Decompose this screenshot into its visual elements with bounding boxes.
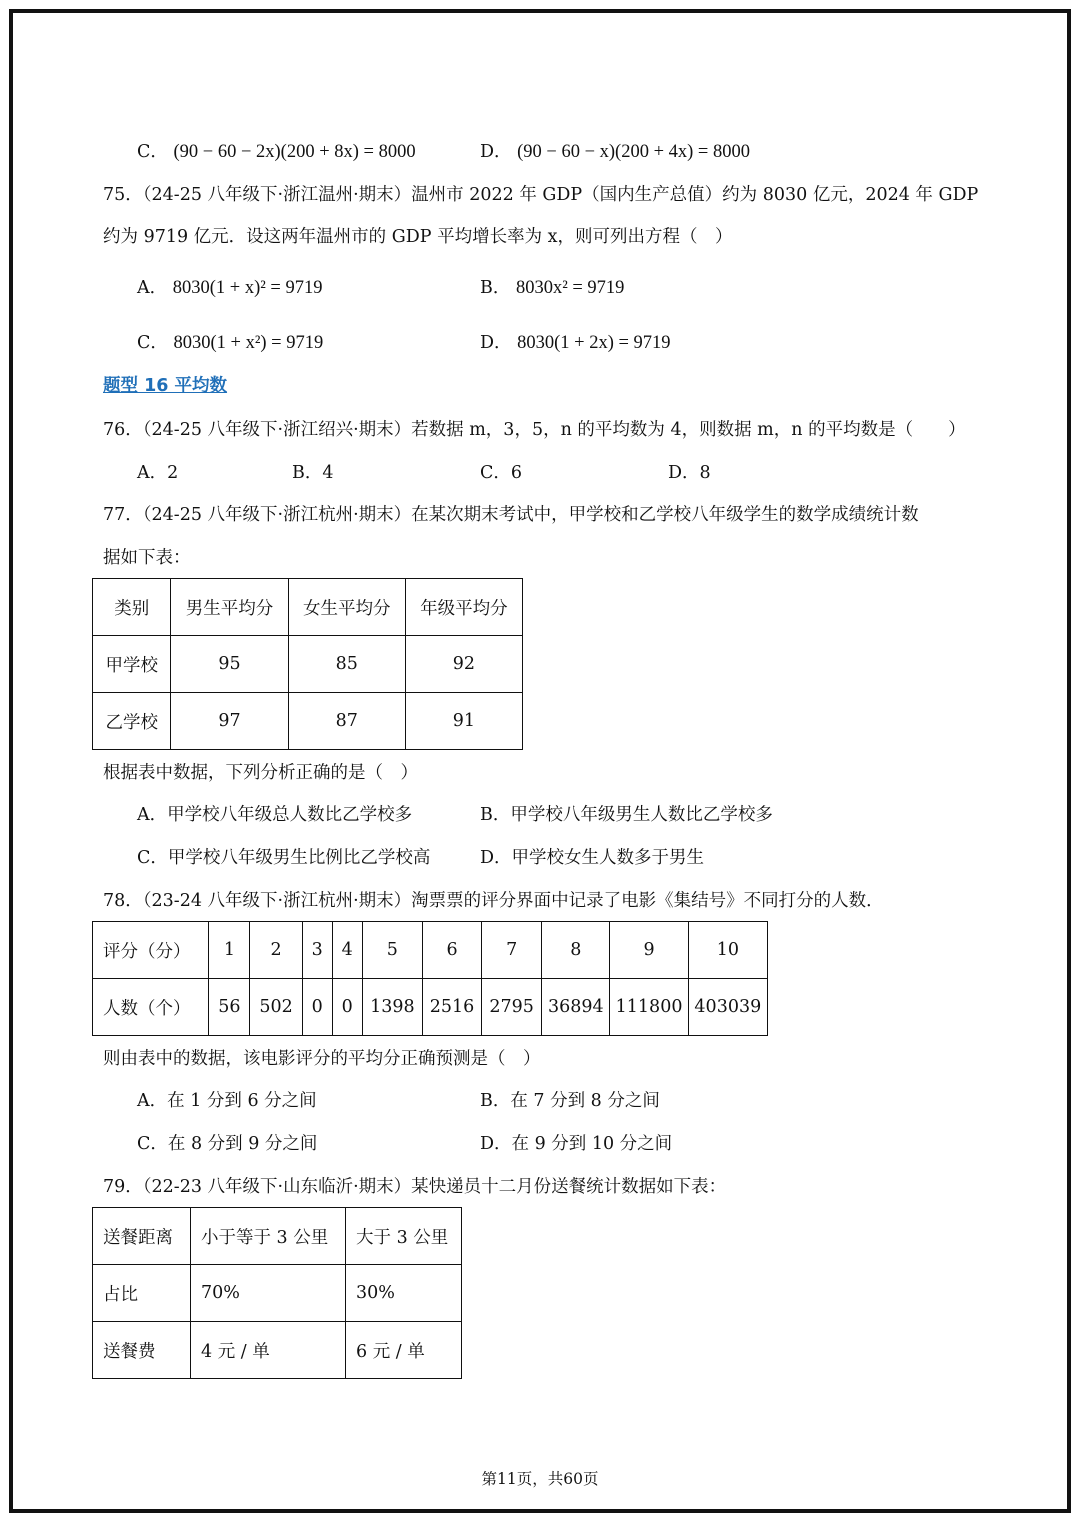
table-cell: 70% xyxy=(191,1265,346,1322)
q75-stem-line1: 75．（24-25 八年级下·浙江温州·期末）温州市 2022 年 GDP（国内生产总值）约为 8030 亿元，2024 年 GDP xyxy=(103,185,979,205)
q78-option-c: C．在 8 分到 9 分之间 xyxy=(137,1134,318,1154)
table-cell: 9 xyxy=(610,922,688,979)
q75-option-c: C． 8030(1 + x²) = 9719 xyxy=(137,333,324,353)
table-cell: 6 xyxy=(422,922,481,979)
q77-stem-line2: 据如下表： xyxy=(103,548,191,568)
q74-option-c: C． (90 − 60 − 2x)(200 + 8x) = 8000 xyxy=(137,142,416,162)
q79-stem: 79．（22-23 八年级下·山东临沂·期末）某快递员十二月份送餐统计数据如下表： xyxy=(103,1177,727,1197)
table-row xyxy=(93,1265,462,1322)
table-row xyxy=(93,1322,462,1379)
table-cell: 87 xyxy=(288,693,405,750)
table-cell: 5 xyxy=(362,922,422,979)
q78-option-d: D．在 9 分到 10 分之间 xyxy=(480,1134,673,1154)
q75-stem-line2: 约为 9719 亿元．设这两年温州市的 GDP 平均增长率为 x，则可列出方程（ ） xyxy=(103,227,733,247)
table-cell: 91 xyxy=(405,693,522,750)
table-cell: 2 xyxy=(250,922,302,979)
q77-stem-line1: 77．（24-25 八年级下·浙江杭州·期末）在某次期末考试中，甲学校和乙学校八年级学生的数学成绩统计数 xyxy=(103,505,919,525)
page-footer: 第11页，共60页 xyxy=(481,1470,599,1488)
q77-question: 根据表中数据，下列分析正确的是（ ） xyxy=(103,763,418,783)
table-header-cell: 占比 xyxy=(93,1265,191,1322)
q78-stem: 78．（23-24 八年级下·浙江杭州·期末）淘票票的评分界面中记录了电影《集结号》不同打分的人数． xyxy=(103,891,884,911)
table-cell: 4 元 / 单 xyxy=(191,1322,346,1379)
q78-question: 则由表中的数据，该电影评分的平均分正确预测是（ ） xyxy=(103,1049,541,1069)
q75-option-b: B． 8030x² = 9719 xyxy=(480,278,625,298)
q77-table xyxy=(92,578,523,750)
q78-option-b: B．在 7 分到 8 分之间 xyxy=(480,1091,660,1111)
table-cell: 85 xyxy=(288,636,405,693)
q74-option-c-expr: (90 − 60 − 2x)(200 + 8x) = 8000 xyxy=(173,142,416,162)
table-cell: 8 xyxy=(542,922,610,979)
table-cell: 大于 3 公里 xyxy=(346,1208,462,1265)
table-cell: 2516 xyxy=(422,979,481,1036)
table-cell: 403039 xyxy=(688,979,767,1036)
table-header-cell: 送餐费 xyxy=(93,1322,191,1379)
table-row xyxy=(93,693,523,750)
table-cell: 1 xyxy=(209,922,250,979)
table-cell: 乙学校 xyxy=(93,693,171,750)
table-cell: 2795 xyxy=(482,979,542,1036)
q76-option-b: B．4 xyxy=(292,463,334,483)
table-cell: 95 xyxy=(171,636,288,693)
table-header-cell: 评分（分） xyxy=(93,922,209,979)
q74-option-d: D． (90 − 60 − x)(200 + 4x) = 8000 xyxy=(480,142,750,162)
table-header-cell: 类别 xyxy=(93,579,171,636)
table-cell: 502 xyxy=(250,979,302,1036)
table-row xyxy=(93,979,768,1036)
table-cell: 4 xyxy=(332,922,362,979)
q76-stem: 76．（24-25 八年级下·浙江绍兴·期末）若数据 m，3，5，n 的平均数为 4，则数据 m，n 的平均数是（ ） xyxy=(103,420,966,440)
table-header-cell: 女生平均分 xyxy=(288,579,405,636)
table-cell: 小于等于 3 公里 xyxy=(191,1208,346,1265)
q75-option-d: D． 8030(1 + 2x) = 9719 xyxy=(480,333,671,353)
table-cell: 0 xyxy=(302,979,332,1036)
table-cell: 97 xyxy=(171,693,288,750)
table-cell: 10 xyxy=(688,922,767,979)
table-cell: 7 xyxy=(482,922,542,979)
table-row xyxy=(93,636,523,693)
table-cell: 36894 xyxy=(542,979,610,1036)
table-cell: 6 元 / 单 xyxy=(346,1322,462,1379)
q79-table xyxy=(92,1207,462,1379)
q75-option-a: A． 8030(1 + x)² = 9719 xyxy=(137,278,323,298)
q76-option-d: D．8 xyxy=(668,463,711,483)
q77-option-b: B．甲学校八年级男生人数比乙学校多 xyxy=(480,805,773,825)
table-cell: 56 xyxy=(209,979,250,1036)
table-cell: 1398 xyxy=(362,979,422,1036)
q78-option-a: A．在 1 分到 6 分之间 xyxy=(137,1091,317,1111)
table-cell: 0 xyxy=(332,979,362,1036)
table-cell: 3 xyxy=(302,922,332,979)
table-header-cell: 送餐距离 xyxy=(93,1208,191,1265)
q76-option-a: A．2 xyxy=(137,463,179,483)
q77-option-a: A．甲学校八年级总人数比乙学校多 xyxy=(137,805,413,825)
table-header-cell: 人数（个） xyxy=(93,979,209,1036)
table-header-row xyxy=(93,579,523,636)
table-header-cell: 年级平均分 xyxy=(405,579,522,636)
table-cell: 30% xyxy=(346,1265,462,1322)
q78-table xyxy=(92,921,768,1036)
table-cell: 甲学校 xyxy=(93,636,171,693)
q76-option-c: C．6 xyxy=(480,463,523,483)
table-cell: 111800 xyxy=(610,979,688,1036)
table-cell: 92 xyxy=(405,636,522,693)
table-row xyxy=(93,922,768,979)
table-header-cell: 男生平均分 xyxy=(171,579,288,636)
q77-option-d: D．甲学校女生人数多于男生 xyxy=(480,848,705,868)
section-title-link[interactable]: 题型 16 平均数 xyxy=(103,376,228,396)
table-row xyxy=(93,1208,462,1265)
q74-option-d-expr: (90 − 60 − x)(200 + 4x) = 8000 xyxy=(517,142,750,162)
q77-option-c: C．甲学校八年级男生比例比乙学校高 xyxy=(137,848,431,868)
